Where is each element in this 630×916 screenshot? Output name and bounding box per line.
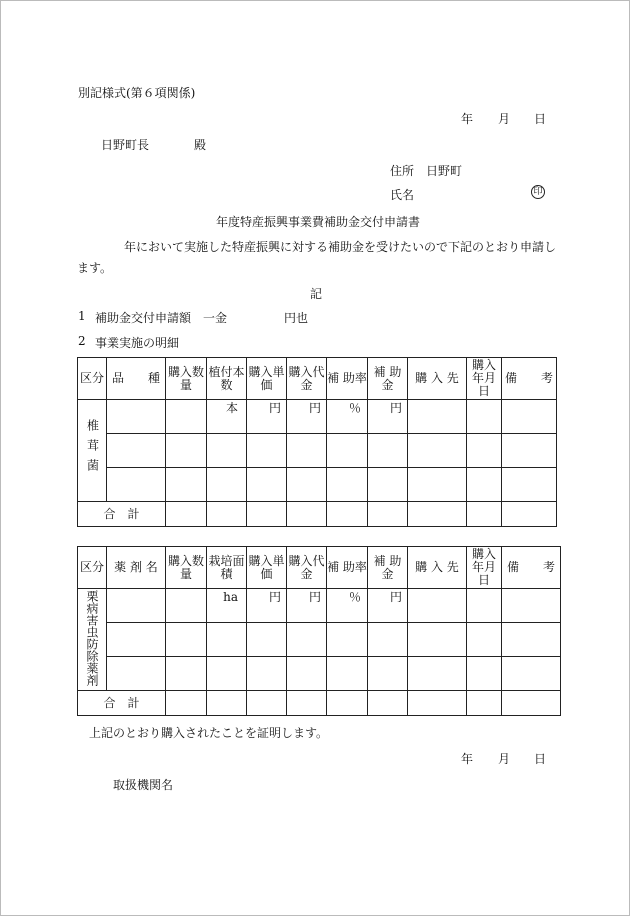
table-cell[interactable]	[247, 468, 287, 502]
header-quantity: 購入数量	[166, 358, 207, 400]
table-cell[interactable]	[368, 623, 408, 657]
table-cell[interactable]	[408, 657, 467, 691]
table-cell[interactable]	[502, 623, 561, 657]
table-cell[interactable]	[247, 657, 287, 691]
category-cell	[78, 589, 107, 691]
item2-number: 2	[78, 334, 86, 348]
table-cell[interactable]	[107, 400, 166, 434]
cost-unit: 円	[287, 589, 327, 623]
table-cell[interactable]	[502, 400, 557, 434]
table-cell[interactable]	[502, 657, 561, 691]
body-line-2: ます。	[77, 261, 113, 275]
table-cell[interactable]	[502, 691, 561, 716]
category-label: 椎茸菌	[85, 419, 100, 479]
header-category: 区分	[78, 358, 107, 400]
table-cell[interactable]	[467, 657, 502, 691]
table-cell[interactable]	[327, 657, 368, 691]
header-unit-price: 購入単価	[247, 358, 287, 400]
header-vendor: 購 入 先	[408, 358, 467, 400]
table-cell[interactable]	[166, 623, 207, 657]
table-cell[interactable]	[408, 623, 467, 657]
table-cell[interactable]	[207, 657, 247, 691]
table-cell[interactable]	[107, 657, 166, 691]
header-plant-count: 植付本数	[207, 358, 247, 400]
table-cell[interactable]	[467, 400, 502, 434]
header-unit-price: 購入単価	[247, 547, 287, 589]
table-cell[interactable]	[368, 657, 408, 691]
category-label: 栗病害虫防除薬剤	[85, 590, 99, 686]
ki-heading: 記	[310, 287, 323, 301]
header-subsidy-rate: 補 助率	[327, 547, 368, 589]
table-cell[interactable]	[327, 623, 368, 657]
header-subsidy-amount: 補 助金	[368, 358, 408, 400]
name-label: 氏名	[390, 188, 415, 202]
table-cell[interactable]	[327, 691, 368, 716]
table-cell[interactable]	[408, 434, 467, 468]
table-cell[interactable]	[247, 691, 287, 716]
table-cell[interactable]	[408, 502, 467, 527]
table-cell[interactable]	[408, 400, 467, 434]
header-purchase-date: 購入年月日	[467, 358, 502, 400]
table-cell[interactable]	[287, 657, 327, 691]
header-cost: 購入代金	[287, 547, 327, 589]
item1-number: 1	[78, 309, 86, 323]
item1-label: 補助金交付申請額 一金	[95, 311, 228, 325]
area-unit: ha	[207, 589, 247, 623]
table-cell[interactable]	[467, 502, 502, 527]
addressee: 日野町長	[101, 138, 150, 152]
table-cell[interactable]	[368, 502, 408, 527]
table-cell[interactable]	[166, 502, 207, 527]
table-cell[interactable]	[287, 434, 327, 468]
table-cell[interactable]	[368, 434, 408, 468]
rate-unit: ％	[327, 589, 368, 623]
table-cell[interactable]	[107, 589, 166, 623]
table-cell[interactable]	[107, 434, 166, 468]
header-variety: 品 種	[107, 358, 166, 400]
header-subsidy-amount: 補 助金	[368, 547, 408, 589]
certification-text: 上記のとおり購入されたことを証明します。	[89, 726, 329, 740]
subsidy-unit: 円	[368, 589, 408, 623]
document-title: 年度特産振興事業費補助金交付申請書	[216, 215, 421, 229]
table-cell[interactable]	[107, 468, 166, 502]
header-remarks: 備 考	[502, 547, 561, 589]
table-cell[interactable]	[166, 468, 207, 502]
unit-price-unit: 円	[247, 589, 287, 623]
category-cell	[78, 400, 107, 502]
table-cell[interactable]	[327, 468, 368, 502]
header-purchase-date: 購入年月日	[467, 547, 502, 589]
table-cell[interactable]	[287, 468, 327, 502]
table-cell[interactable]	[247, 502, 287, 527]
detail-table-shiitake	[77, 357, 557, 527]
item2-label: 事業実施の明細	[95, 336, 180, 350]
table-cell[interactable]	[327, 434, 368, 468]
form-label: 別記様式(第６項関係)	[78, 86, 196, 100]
table-cell[interactable]	[207, 623, 247, 657]
unit-price-unit: 円	[247, 400, 287, 434]
dealer-label: 取扱機関名	[113, 778, 174, 792]
address-label: 住所	[390, 164, 415, 178]
footer-date-month: 月	[498, 752, 511, 766]
table-cell[interactable]	[327, 502, 368, 527]
address-value: 日野町	[426, 164, 463, 178]
plants-unit: 本	[207, 400, 247, 434]
table-cell[interactable]	[502, 434, 557, 468]
table-cell[interactable]	[467, 623, 502, 657]
table-cell[interactable]	[502, 468, 557, 502]
table-cell[interactable]	[166, 657, 207, 691]
header-remarks: 備 考	[502, 358, 557, 400]
table-cell[interactable]	[247, 434, 287, 468]
cost-unit: 円	[287, 400, 327, 434]
table-cell[interactable]	[502, 502, 557, 527]
table-cell[interactable]	[166, 400, 207, 434]
subsidy-unit: 円	[368, 400, 408, 434]
table-cell[interactable]	[467, 589, 502, 623]
table-cell[interactable]	[408, 468, 467, 502]
rate-unit: ％	[327, 400, 368, 434]
table-cell[interactable]	[107, 623, 166, 657]
table-cell[interactable]	[207, 691, 247, 716]
table-cell[interactable]	[166, 434, 207, 468]
date-month: 月	[498, 112, 511, 126]
table-cell[interactable]	[467, 691, 502, 716]
header-vendor: 購 入 先	[408, 547, 467, 589]
header-cost: 購入代金	[287, 358, 327, 400]
table-cell[interactable]	[467, 468, 502, 502]
table-cell[interactable]	[287, 623, 327, 657]
footer-date-year: 年	[461, 752, 474, 766]
date-year: 年	[461, 112, 474, 126]
table-cell[interactable]	[166, 589, 207, 623]
footer-date-day: 日	[534, 752, 547, 766]
table-cell[interactable]	[287, 502, 327, 527]
table-cell[interactable]	[368, 468, 408, 502]
honorific: 殿	[194, 138, 207, 152]
table-cell[interactable]	[247, 623, 287, 657]
table-cell[interactable]	[207, 434, 247, 468]
table-cell[interactable]	[502, 589, 561, 623]
date-day: 日	[534, 112, 547, 126]
total-label: 合 計	[78, 691, 166, 716]
header-quantity: 購入数量	[166, 547, 207, 589]
header-cultivation-area: 栽培面積	[207, 547, 247, 589]
table-cell[interactable]	[408, 691, 467, 716]
seal-mark: 印	[531, 185, 545, 199]
item1-unit: 円也	[284, 311, 309, 325]
header-chemical-name: 薬 剤 名	[107, 547, 166, 589]
table-cell[interactable]	[207, 502, 247, 527]
header-category: 区分	[78, 547, 107, 589]
table-cell[interactable]	[467, 434, 502, 468]
detail-table-chestnut	[77, 546, 561, 716]
table-cell[interactable]	[408, 589, 467, 623]
table-cell[interactable]	[368, 691, 408, 716]
body-line-1: 年において実施した特産振興に対する補助金を受けたいので下記のとおり申請し	[124, 240, 557, 254]
header-subsidy-rate: 補 助率	[327, 358, 368, 400]
table-cell[interactable]	[287, 691, 327, 716]
table-cell[interactable]	[207, 468, 247, 502]
table-cell[interactable]	[166, 691, 207, 716]
total-label: 合 計	[78, 502, 166, 527]
